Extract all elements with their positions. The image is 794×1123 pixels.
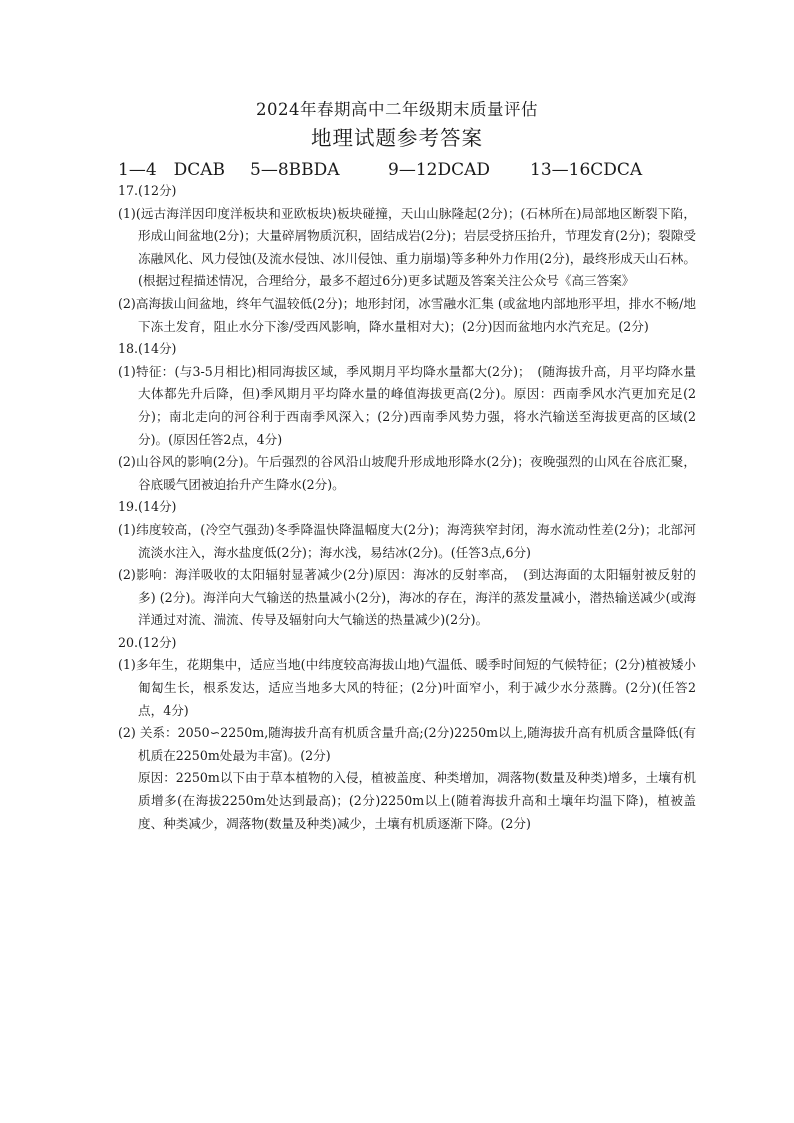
question-17-part-2: (2)高海拔山间盆地，终年气温较低(2分)；地形封闭，冰雪融水汇集 (或盆地内部地形平坦，排水不畅/地下冻土发育，阻止水分下渗/受西风影响，降水量相对大)；(2分)因而盆地内水汽充足。(2分)	[118, 295, 696, 334]
question-20-part-2: (2) 关系：2050∽2250m,随海拔升高有机质含量升高;(2分)2250m以上,随海拔升高有机质含量降低(有机质在2250m处最为丰富)。(2分)	[118, 725, 696, 763]
exam-title: 2024年春期高中二年级期末质量评估	[256, 100, 538, 119]
answer-group-5-8: 5—8BBDA	[250, 160, 340, 180]
question-17-part-1: (1)(远古海洋因印度洋板块和亚欧板块)板块碰撞，天山山脉隆起(2分)；(石林所在)局部地区断裂下陷，形成山间盆地(2分)；大量碎屑物质沉积，固结成岩(2分)；岩层受挤压抬升，节理发育(2分)；裂隙受冻融风化、风力侵蚀(及流水侵蚀、冰川侵蚀、重力崩塌)等多种外力作用(2分)，最终形成天山石林。(根据过程描述情况，合理给分，最多不超过6分)更多试题及答案关注公众号《高三答案》	[118, 205, 696, 289]
document-title: 地理试题参考答案	[311, 126, 483, 150]
answer-content	[118, 180, 696, 835]
question-20	[118, 632, 696, 835]
question-20-header: 20.(12分)	[118, 634, 177, 650]
question-18	[118, 338, 696, 496]
question-19-part-2: (2)影响：海洋吸收的太阳辐射显著减少(2分)原因：海冰的反射率高， (到达海面的太阳辐射被反射的多) (2分)。海洋向大气输送的热量减小(2分)，海冰的存在，海洋的蒸发量减小，潜热输送减少(或海洋通过对流、湍流、传导及辐射向大气输送的热量减少)(2分)。	[118, 567, 696, 628]
question-19-part-1: (1)纬度较高，(冷空气强劲)冬季降温快降温幅度大(2分)；海湾狭窄封闭，海水流动性差(2分)；北部河流淡水注入，海水盐度低(2分)；海水浅，易结冰(2分)。(任答3点,6分)	[118, 521, 696, 560]
question-19-header: 19.(14分)	[118, 499, 177, 515]
answer-group-9-12: 9—12DCAD	[388, 160, 490, 180]
question-18-part-2: (2)山谷风的影响(2分)。午后强烈的谷风沿山坡爬升形成地形降水(2分)；夜晚强烈的山风在谷底汇聚，谷底暖气团被迫抬升产生降水(2分)。	[118, 454, 696, 492]
answer-group-1-4: 1—4 DCAB	[118, 160, 226, 180]
question-17	[118, 180, 696, 338]
question-20-part-2-reason: 原因：2250m以下由于草本植物的入侵，植被盖度、种类增加，凋落物(数量及种类)增多，土壤有机质增多(在海拔2250m处达到最高)；(2分)2250m以上(随着海拔升高和土壤年均温下降)，植被盖度、种类减少，凋落物(数量及种类)减少，土壤有机质逐渐下降。(2分)	[138, 770, 696, 831]
question-20-part-1: (1)多年生，花期集中，适应当地(中纬度较高海拔山地)气温低、暖季时间短的气候特征；(2分)植被矮小匍匐生长，根系发达，适应当地多大风的特征；(2分)叶面窄小，利于减少水分蒸腾。(2分)(任答2点，4分)	[118, 657, 696, 718]
question-18-header: 18.(14分)	[118, 341, 177, 357]
question-19	[118, 496, 696, 632]
question-17-header: 17.(12分)	[118, 183, 177, 198]
question-18-part-1: (1)特征：(与3-5月相比)相同海拔区域，季风期月平均降水量都大(2分)； (随海拔升高，月平均降水量大体都先升后降，但)季风期月平均降水量的峰值海拔更高(2分)。原因：西南季风水汽更加充足(2分)；南北走向的河谷利于西南季风深入；(2分)西南季风势力强，将水汽输送至海拔更高的区域(2分)。(原因任答2点，4分)	[118, 363, 696, 447]
answer-group-13-16: 13—16CDCA	[530, 160, 643, 180]
